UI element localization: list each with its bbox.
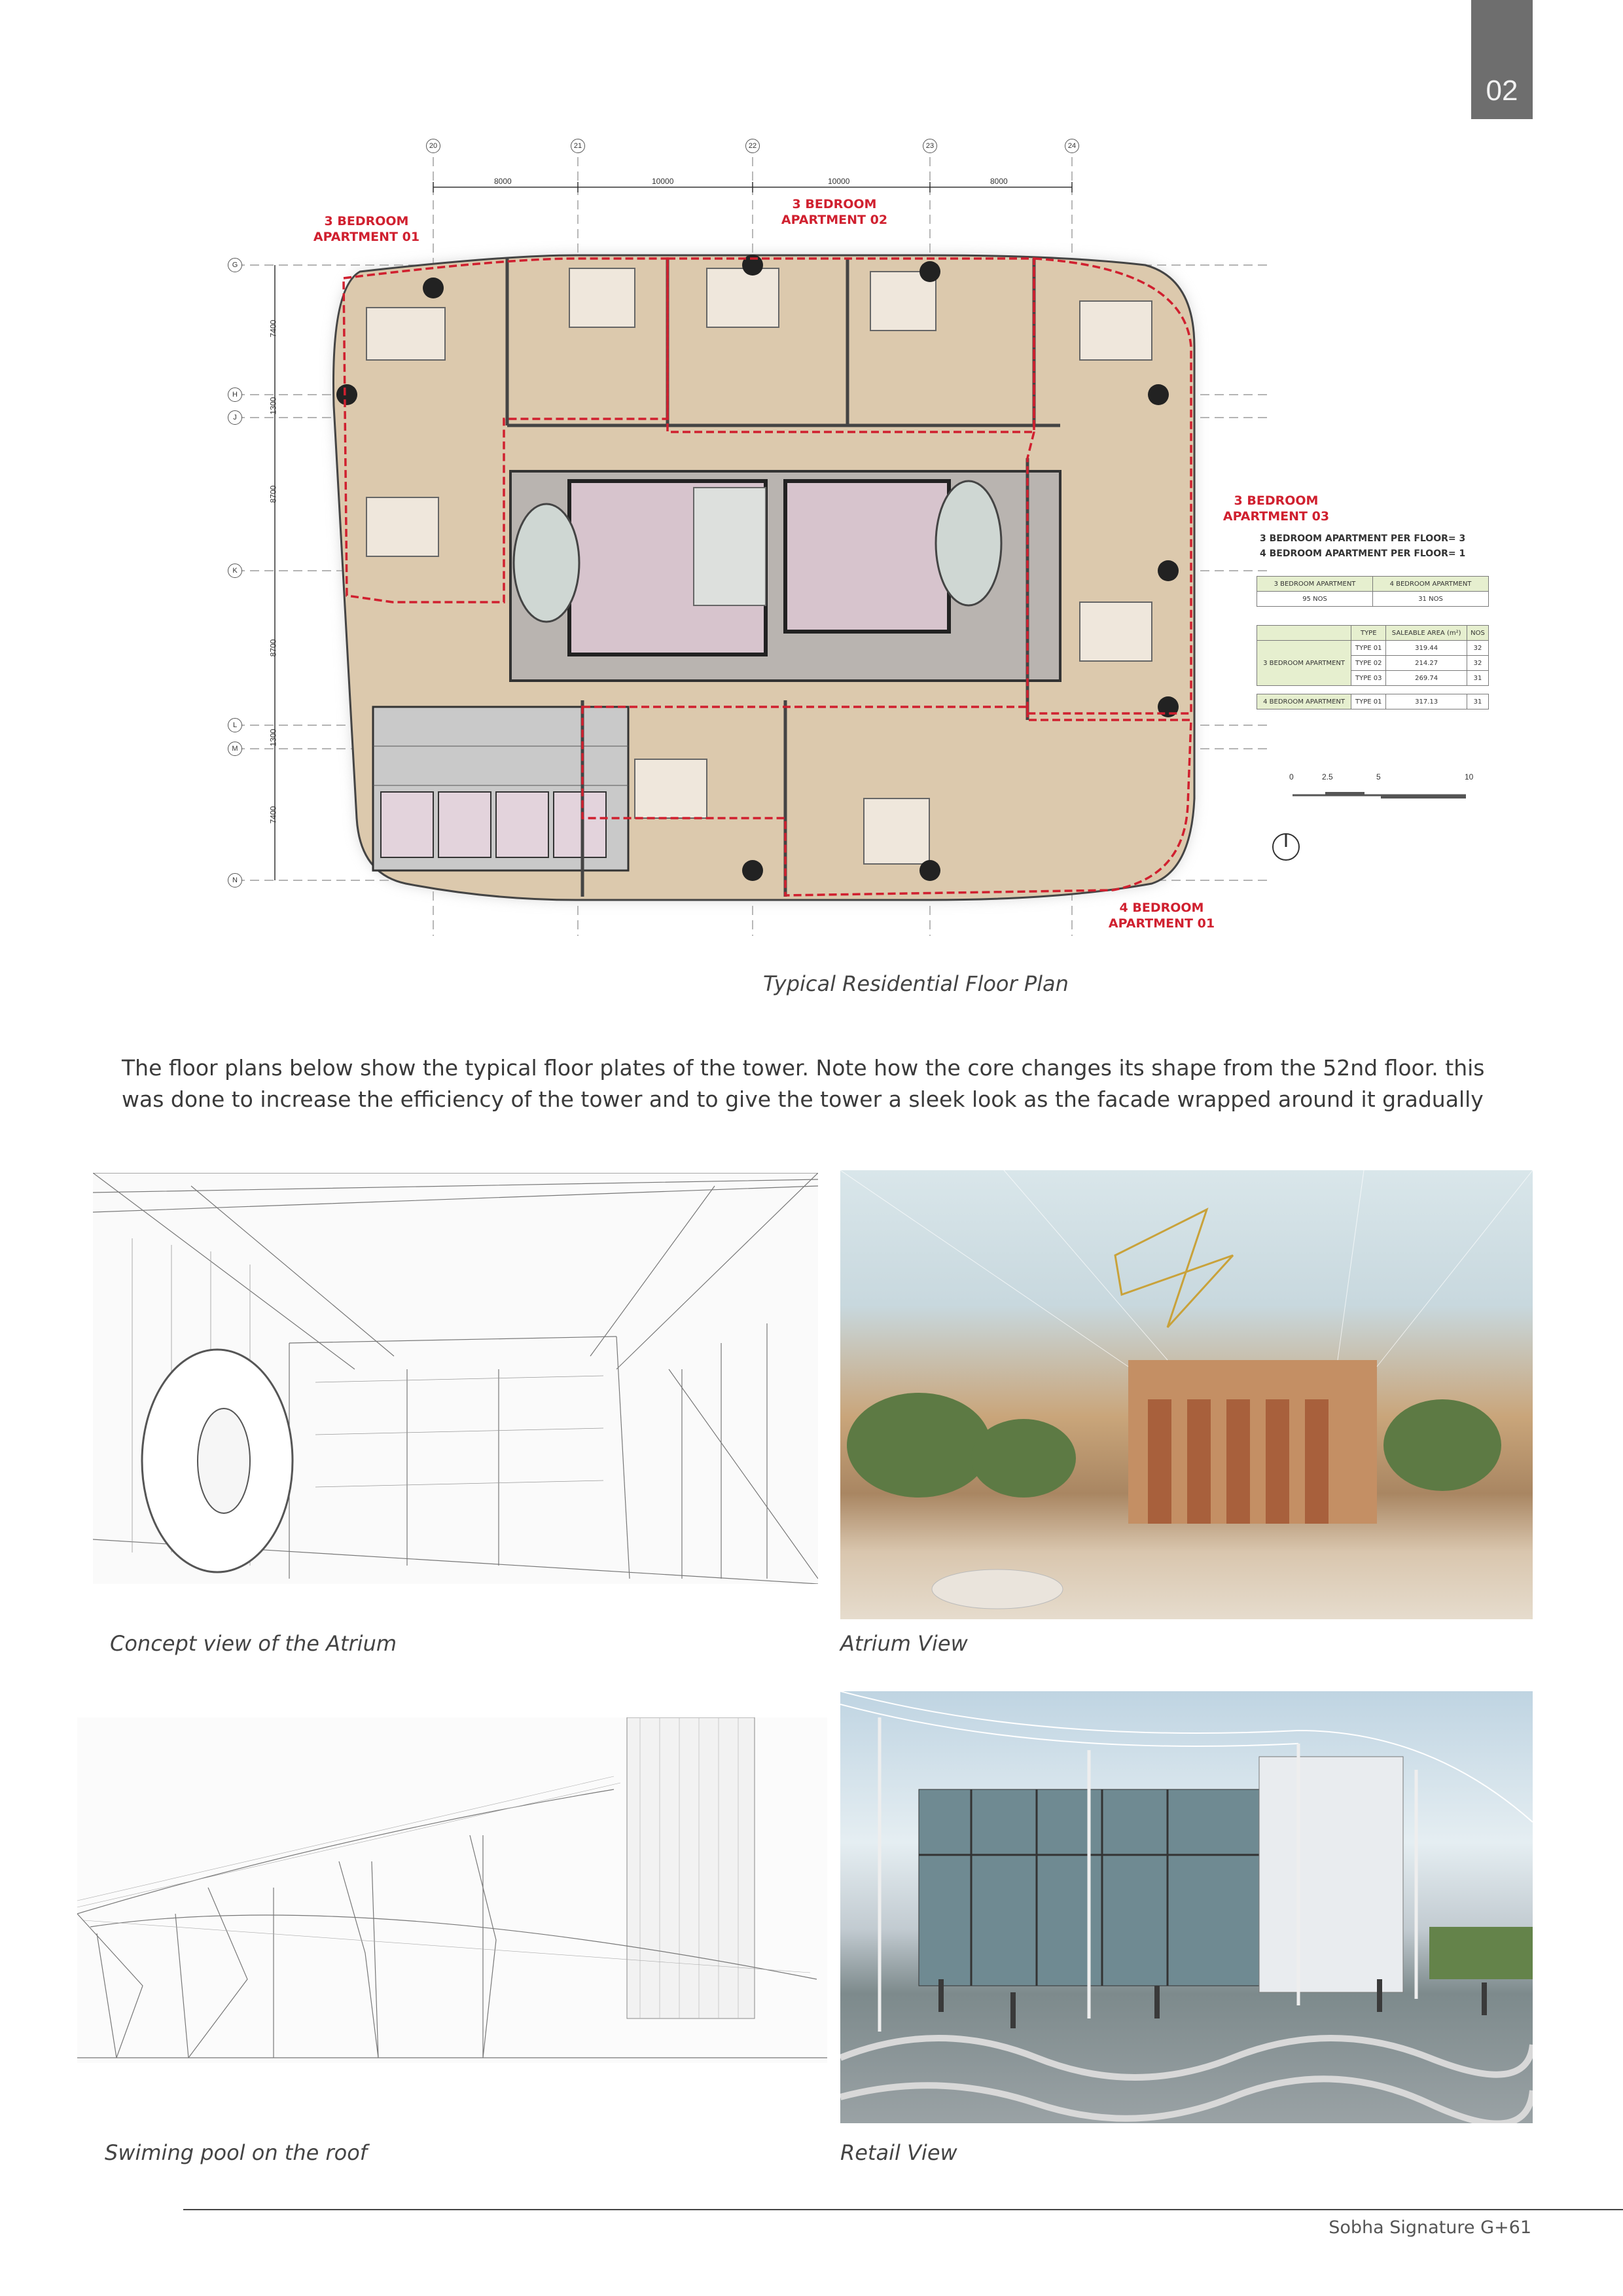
area-row-area: 214.27	[1386, 656, 1467, 671]
atrium-view-caption: Atrium View	[840, 1631, 968, 1656]
scale-label-2-5: 2.5	[1322, 772, 1333, 781]
label-3bed-apt-01: 3 BEDROOM APARTMENT 01	[313, 214, 420, 244]
area-header-area: SALEABLE AREA (m²)	[1386, 626, 1467, 641]
dim-top-3: 10000	[828, 177, 850, 186]
summary-value-4bed: 31 NOS	[1373, 592, 1489, 607]
intro-paragraph: The floor plans below show the typical floor plates of the tower. Note how the core changes its shape from the 52nd floor. this was done to increase the efficiency of the tower and to give the tower a sleek look as the facade wrapped around it gradually	[122, 1055, 1485, 1112]
dim-side-5: 1300	[268, 728, 278, 747]
grid-bubble-N: N	[228, 873, 242, 888]
area-header-type: TYPE	[1351, 626, 1386, 641]
area-row-type: TYPE 01	[1351, 694, 1386, 709]
dim-side-4: 8700	[268, 639, 278, 657]
area-row-area: 269.74	[1386, 671, 1467, 686]
per-floor-4bed: 4 BEDROOM APARTMENT PER FLOOR= 1	[1260, 548, 1466, 559]
atrium-view-render	[840, 1170, 1533, 1619]
area-row-type: TYPE 02	[1351, 656, 1386, 671]
label-3bed-apt-02: 3 BEDROOM APARTMENT 02	[781, 197, 888, 227]
page-number-tab	[1471, 0, 1533, 119]
summary-table	[1257, 576, 1489, 607]
grid-bubble-24: 24	[1065, 139, 1079, 153]
dim-top-2: 10000	[652, 177, 674, 186]
grid-bubble-M: M	[228, 742, 242, 756]
grid-bubble-23: 23	[923, 139, 937, 153]
area-table	[1257, 625, 1489, 709]
summary-header-4bed: 4 BEDROOM APARTMENT	[1373, 577, 1489, 592]
grid-bubble-L: L	[228, 718, 242, 732]
grid-bubble-20: 20	[426, 139, 440, 153]
grid-bubble-J: J	[228, 410, 242, 425]
grid-bubble-G: G	[228, 258, 242, 272]
atrium-concept-caption: Concept view of the Atrium	[110, 1631, 397, 1656]
dim-side-6: 7400	[268, 806, 278, 824]
atrium-concept-sketch	[93, 1173, 818, 1584]
area-row-nos: 32	[1467, 641, 1488, 656]
area-row-nos: 31	[1467, 671, 1488, 686]
page-number: 02	[1486, 75, 1518, 107]
summary-header-3bed: 3 BEDROOM APARTMENT	[1257, 577, 1373, 592]
area-row-area: 317.13	[1386, 694, 1467, 709]
scale-label-0: 0	[1289, 772, 1294, 781]
area-row-nos: 32	[1467, 656, 1488, 671]
per-floor-3bed: 3 BEDROOM APARTMENT PER FLOOR= 3	[1260, 533, 1466, 544]
dim-side-1: 7400	[268, 319, 278, 338]
dim-side-3: 8700	[268, 485, 278, 503]
grid-bubble-22: 22	[745, 139, 760, 153]
grid-bubble-H: H	[228, 387, 242, 402]
area-row-area: 319.44	[1386, 641, 1467, 656]
area-row-nos: 31	[1467, 694, 1488, 709]
dim-side-2: 1300	[268, 397, 278, 415]
dim-top-4: 8000	[990, 177, 1008, 186]
dim-top-1: 8000	[494, 177, 512, 186]
footer-project-name: Sobha Signature G+61	[1329, 2217, 1531, 2238]
area-row-type: TYPE 01	[1351, 641, 1386, 656]
summary-value-3bed: 95 NOS	[1257, 592, 1373, 607]
label-4bed-apt-01: 4 BEDROOM APARTMENT 01	[1108, 901, 1215, 931]
roof-pool-sketch	[77, 1717, 827, 2063]
area-row-type: TYPE 03	[1351, 671, 1386, 686]
retail-view-render	[840, 1691, 1533, 2123]
footer-divider	[183, 2209, 1623, 2210]
area-group-4bed: 4 BEDROOM APARTMENT	[1257, 694, 1351, 709]
retail-view-caption: Retail View	[840, 2140, 957, 2165]
label-3bed-apt-03: 3 BEDROOM APARTMENT 03	[1222, 493, 1330, 524]
roof-pool-caption: Swiming pool on the roof	[105, 2140, 368, 2165]
floor-plan-caption: Typical Residential Floor Plan	[763, 971, 1069, 996]
area-group-3bed: 3 BEDROOM APARTMENT	[1257, 641, 1351, 686]
grid-bubble-21: 21	[571, 139, 585, 153]
grid-bubble-K: K	[228, 564, 242, 578]
scale-label-5: 5	[1376, 772, 1381, 781]
scale-label-10: 10	[1465, 772, 1474, 781]
area-header-nos: NOS	[1467, 626, 1488, 641]
floor-plan	[209, 131, 1492, 956]
